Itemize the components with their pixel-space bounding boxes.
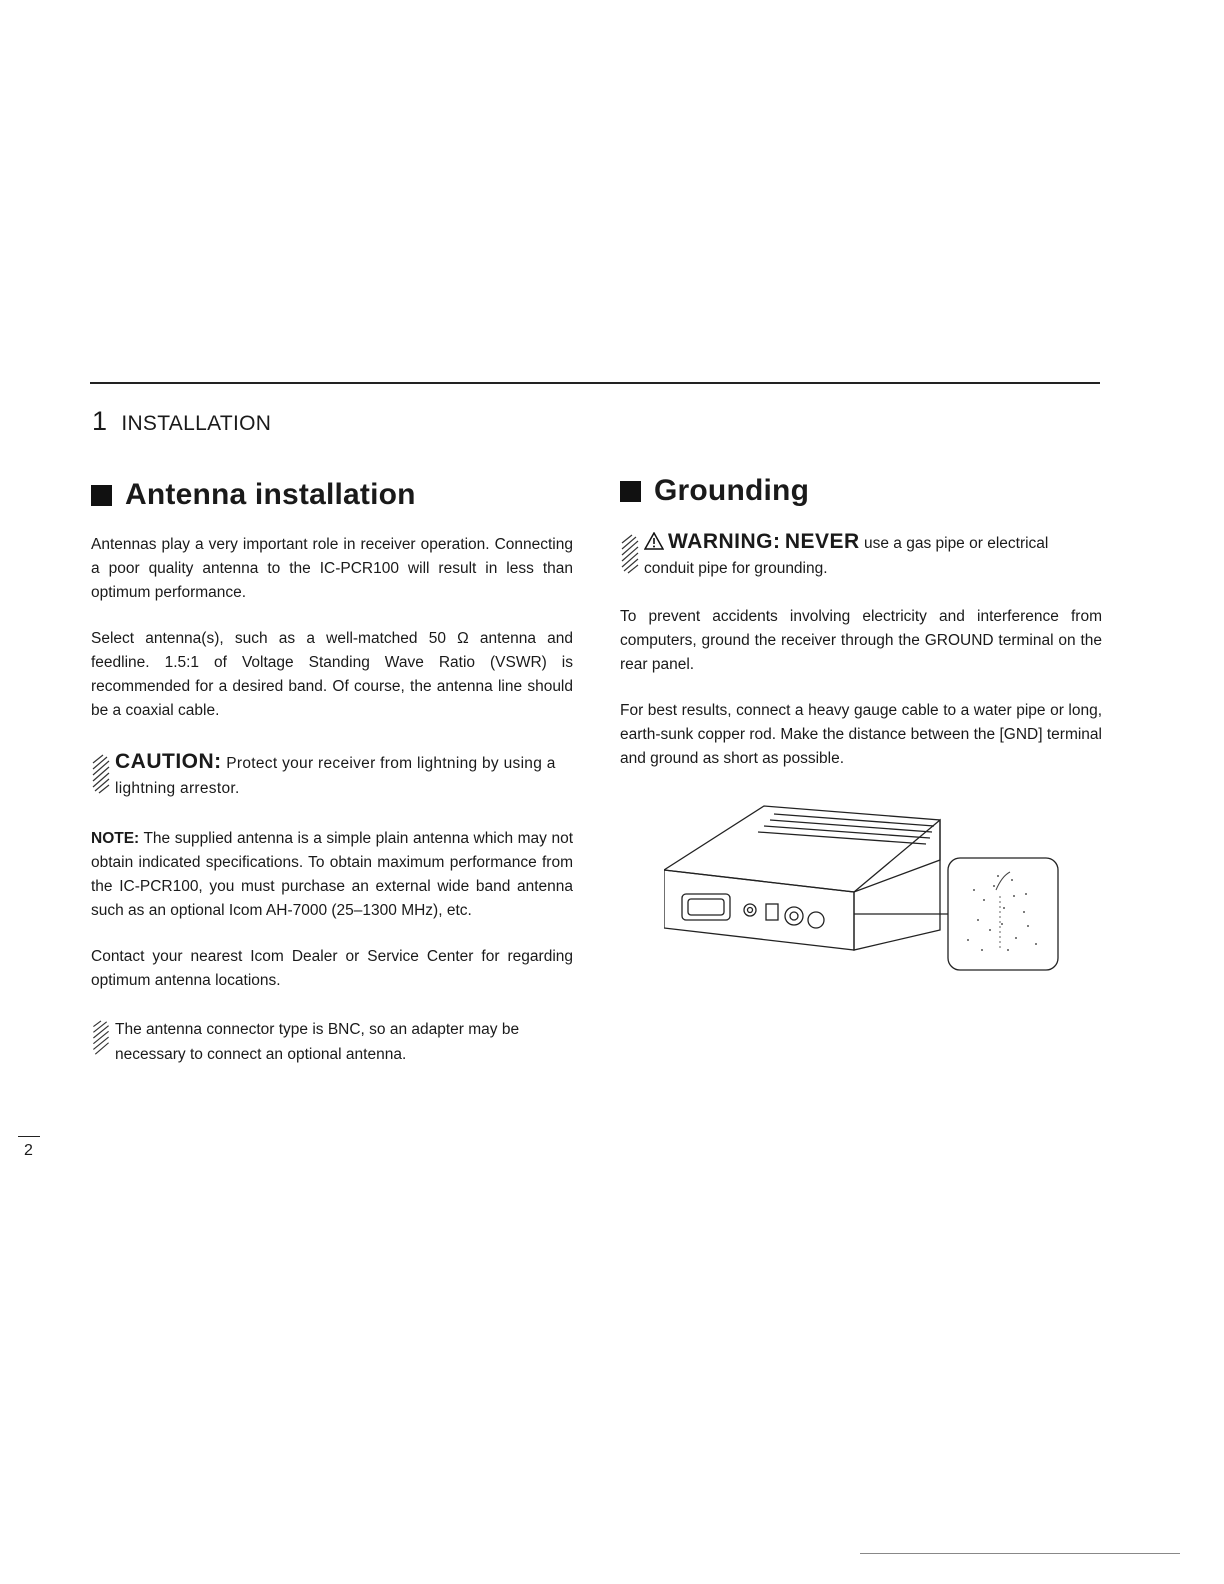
note-text: The supplied antenna is a simple plain antenna which may not obtain indicated specifications. To obtain maximum performance from the IC-PCR100, you must purchase an external wide band antenna such as an optional Icom AH-7000 (25–1300 MHz), etc. [91, 830, 573, 919]
caution-block [91, 749, 573, 801]
hatch-mark-icon [91, 1019, 111, 1057]
chapter-number: 1 [92, 406, 108, 436]
antenna-section-title [91, 478, 573, 512]
grounding-title-text: Grounding [654, 474, 810, 507]
bullet-square-icon [91, 485, 112, 506]
caution-label: CAUTION: [115, 750, 222, 773]
antenna-section [91, 478, 573, 1087]
chapter-title: INSTALLATION [121, 412, 272, 435]
connector-tip-block [91, 1017, 573, 1067]
antenna-paragraph-2: Select antenna(s), such as a well-matched 50 Ω antenna and feedline. 1.5:1 of Voltage Standing Wave Ratio (VSWR) is recommended for a desired band. Of course, the antenna line should be a coaxial cable. [91, 630, 573, 719]
warning-triangle-icon [644, 532, 664, 550]
grounding-paragraph-2: For best results, connect a heavy gauge cable to a water pipe or long, earth-sunk copper rod. Make the distance between the [GND] terminal and ground as short as possible. [620, 702, 1102, 767]
note-label: NOTE: [91, 830, 140, 847]
connector-tip-text: The antenna connector type is BNC, so an adapter may be necessary to connect an optional antenna. [115, 1021, 520, 1063]
header-rule [90, 382, 1100, 384]
warning-label: WARNING: [668, 530, 781, 553]
hatch-mark-icon [91, 753, 111, 795]
warning-text: use a gas pipe or electrical conduit pipe for grounding. [644, 535, 1049, 577]
hatch-mark-icon [620, 533, 640, 575]
grounding-paragraph-1: To prevent accidents involving electricity and interference from computers, ground the receiver through the GROUND terminal on the rear panel. [620, 608, 1102, 673]
page-number: 2 [24, 1142, 33, 1159]
never-label: NEVER [784, 530, 860, 553]
bullet-square-icon [620, 481, 641, 502]
caution-text: Protect your receiver from lightning by using a lightning arrestor. [115, 755, 556, 797]
receiver-rear-panel-illustration [664, 800, 1064, 980]
antenna-paragraph-3: Contact your nearest Icom Dealer or Service Center for regarding optimum antenna locations. [91, 948, 573, 989]
antenna-paragraph-1: Antennas play a very important role in receiver operation. Connecting a poor quality antenna to the IC-PCR100 will result in less than optimum performance. [91, 536, 573, 601]
grounding-section [620, 474, 1102, 789]
chapter-heading [92, 406, 271, 437]
warning-block [620, 529, 1102, 581]
grounding-section-title [620, 474, 1102, 508]
note-paragraph [91, 827, 573, 923]
footer-rule [860, 1553, 1180, 1554]
antenna-title-text: Antenna installation [125, 478, 416, 511]
